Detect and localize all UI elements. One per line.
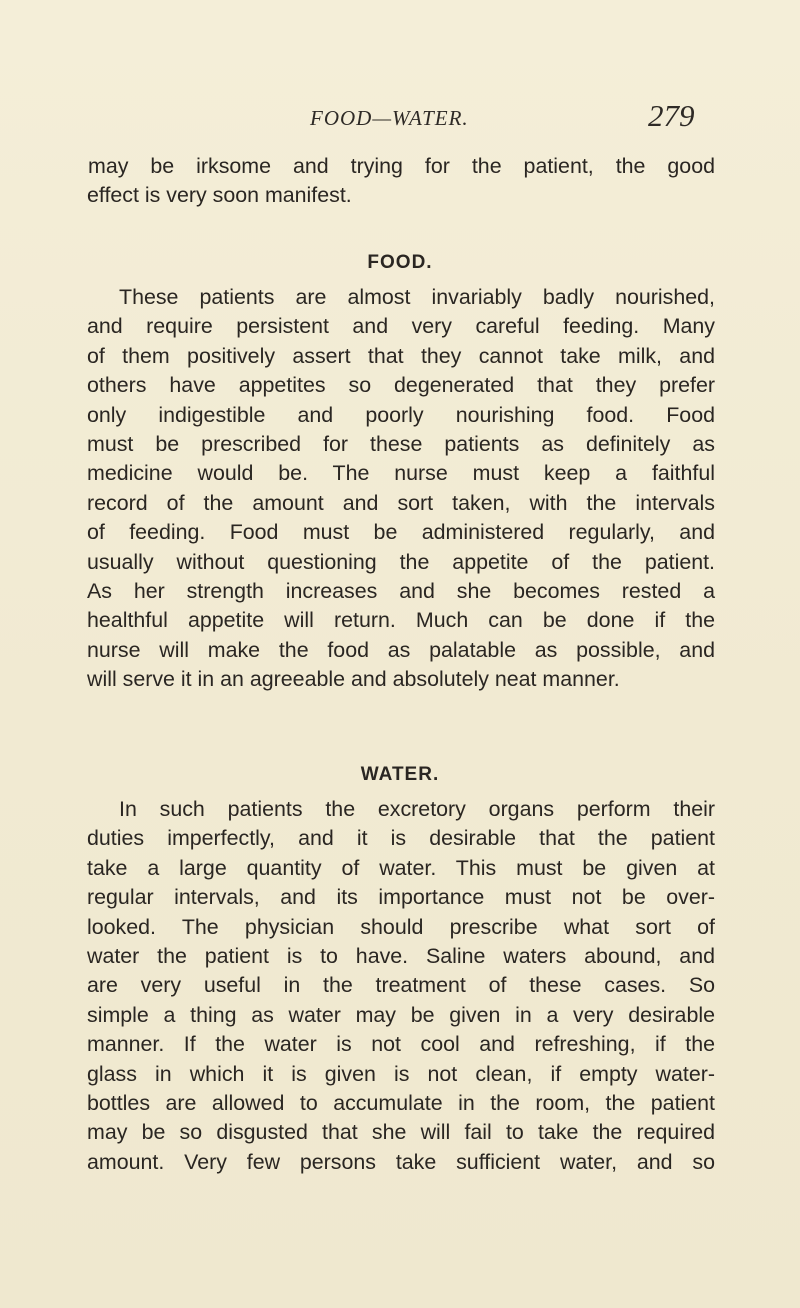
intro-paragraph <box>87 152 715 211</box>
text-line: and require persistent and very careful feeding. Many <box>87 314 715 339</box>
text-line: others have appetites so degenerated that they prefer <box>87 373 715 398</box>
text-line: may be irksome and trying for the patient, the good <box>88 154 715 178</box>
text-line: only indigestible and poorly nourishing food. Food <box>87 402 715 427</box>
text-line: of them positively assert that they cannot take milk, and <box>87 343 715 368</box>
text-line: may be so disgusted that she will fail to take the required <box>87 1120 715 1145</box>
running-title: FOOD—WATER. <box>310 106 469 130</box>
text-line: take a large quantity of water. This must be given at <box>87 855 715 880</box>
text-line: medicine would be. The nurse must keep a faithful <box>87 461 715 486</box>
text-line: of feeding. Food must be administered regularly, and <box>87 520 715 545</box>
text-line: are very useful in the treatment of these cases. So <box>87 973 715 998</box>
text-line: glass in which it is given is not clean, if empty water- <box>87 1061 715 1086</box>
text-line: In such patients the excretory organs perform their <box>119 797 715 821</box>
text-line: nurse will make the food as palatable as possible, and <box>87 637 715 662</box>
text-line: water the patient is to have. Saline waters abound, and <box>87 944 715 969</box>
text-line: looked. The physician should prescribe what sort of <box>87 914 715 939</box>
text-line: manner. If the water is not cool and refreshing, if the <box>87 1032 715 1057</box>
text-line: record of the amount and sort taken, with the intervals <box>87 490 715 515</box>
text-line: usually without questioning the appetite of the patient. <box>87 549 715 574</box>
running-head <box>0 98 800 138</box>
text-line: duties imperfectly, and it is desirable that the patient <box>87 826 715 851</box>
section-heading-water: WATER. <box>360 764 440 785</box>
water-paragraph <box>87 795 715 1177</box>
food-paragraph <box>87 283 715 695</box>
text-line: bottles are allowed to accumulate in the room, the patient <box>87 1091 715 1116</box>
page-number: 279 <box>648 98 695 133</box>
text-line: As her strength increases and she becomes rested a <box>87 579 715 604</box>
section-heading-food: FOOD. <box>367 252 433 273</box>
text-line: must be prescribed for these patients as definitely as <box>87 432 715 457</box>
text-line: simple a thing as water may be given in a very desirable <box>87 1002 715 1027</box>
text-line: healthful appetite will return. Much can be done if the <box>87 608 715 633</box>
text-line: regular intervals, and its importance must not be over- <box>87 885 715 910</box>
text-line: will serve it in an agreeable and absolutely neat manner. <box>87 667 620 692</box>
text-line: effect is very soon manifest. <box>87 183 352 208</box>
text-line: amount. Very few persons take sufficient water, and so <box>87 1149 715 1174</box>
text-line: These patients are almost invariably badly nourished, <box>119 285 715 309</box>
